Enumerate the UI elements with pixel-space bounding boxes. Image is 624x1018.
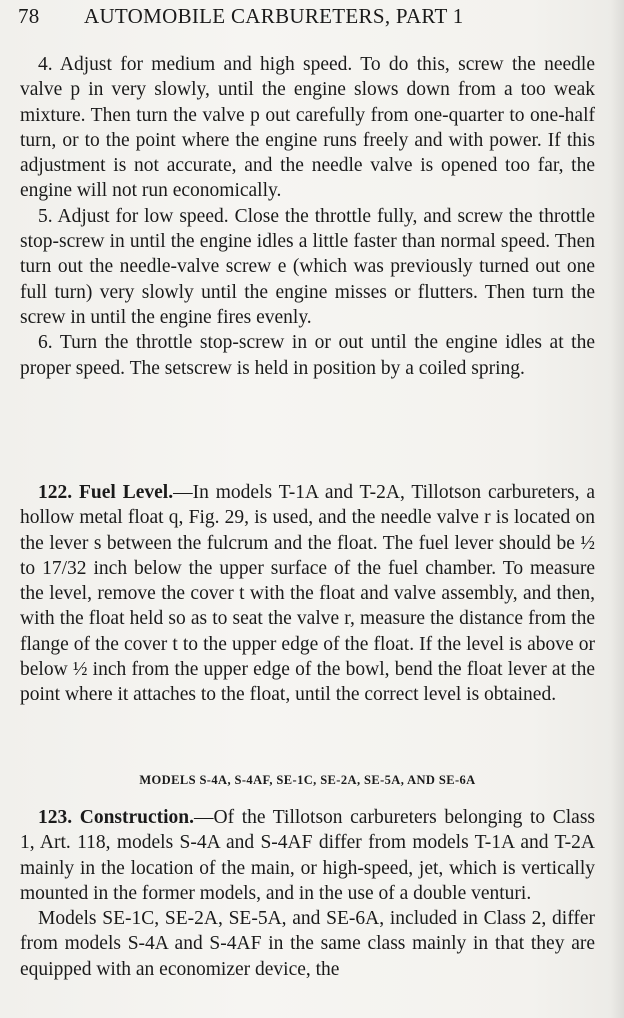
article-paragraph [20, 480, 595, 708]
adjustment-steps [20, 52, 595, 381]
step-text: Adjust for medium and high speed. To do this, screw the needle valve p in very slowly, until the engine slows down from a too weak mixture. Then turn the valve p out carefully from one-quarter to one-half turn, or to the point where the engine runs freely and with power. If this adjustment is not accurate, and the needle valve is opened too far, the engine will not run economically. [20, 54, 595, 202]
article-title: Construction. [79, 807, 195, 828]
running-title: AUTOMOBILE CARBURETERS, PART 1 [84, 4, 464, 28]
article-paragraph [20, 805, 595, 906]
step-number: 6. [38, 332, 53, 354]
article-title: Fuel Level. [79, 482, 174, 503]
step-paragraph [20, 330, 595, 381]
article-text: —Of the Tillotson carbureters belonging to Class 1, Art. 118, models S-4A and S-4AF differ from models T-1A and T-2A mainly in the location of the main, or high-speed, jet, which is vertically mounted in the former models, and in the use of a double venturi. [20, 807, 595, 904]
step-text: Adjust for low speed. Close the throttle fully, and screw the throttle stop-screw in until the engine idles a little faster than normal speed. Then turn out the needle-valve screw e (which was previously turned out one full turn) very slowly until the engine misses or flutters. Then turn the screw in until the engine fires evenly. [20, 205, 595, 328]
page-edge-shadow [610, 0, 624, 1018]
article-number: 122. [38, 482, 73, 503]
article-continuation: Models SE-1C, SE-2A, SE-5A, and SE-6A, included in Class 2, differ from models S-4A and S-4AF in the same class mainly in that they are equipped with an economizer device, the [20, 908, 595, 980]
step-paragraph [20, 204, 595, 330]
page-number: 78 [18, 4, 40, 28]
step-text: Turn the throttle stop-screw in or out until the engine idles at the proper speed. The setscrew is held in position by a coiled spring. [20, 332, 595, 379]
step-paragraph [20, 52, 595, 204]
step-number: 4. [38, 54, 53, 75]
section-heading: MODELS S-4A, S-4AF, SE-1C, SE-2A, SE-5A, AND SE-6A [139, 773, 476, 787]
article-122 [20, 480, 595, 708]
running-header [18, 4, 578, 34]
step-number: 5. [38, 205, 53, 227]
article-text: —In models T-1A and T-2A, Tillotson carbureters, a hollow metal float q, Fig. 29, is used, and the needle valve r is located on the lever s between the fulcrum and the float. The fuel lever should be ½ to 17/32 inch below the upper surface of the fuel chamber. To measure the level, remove the cover t with the float and valve assembly, and then, with the float held so as to seat the valve r, measure the distance from the flange of the cover t to the upper edge of the float. If the level is above or below ½ inch from the upper edge of the bowl, bend the float lever at the point where it attaches to the float, until the correct level is obtained. [20, 482, 595, 706]
article-number: 123. [38, 807, 73, 828]
article-123 [20, 805, 595, 982]
